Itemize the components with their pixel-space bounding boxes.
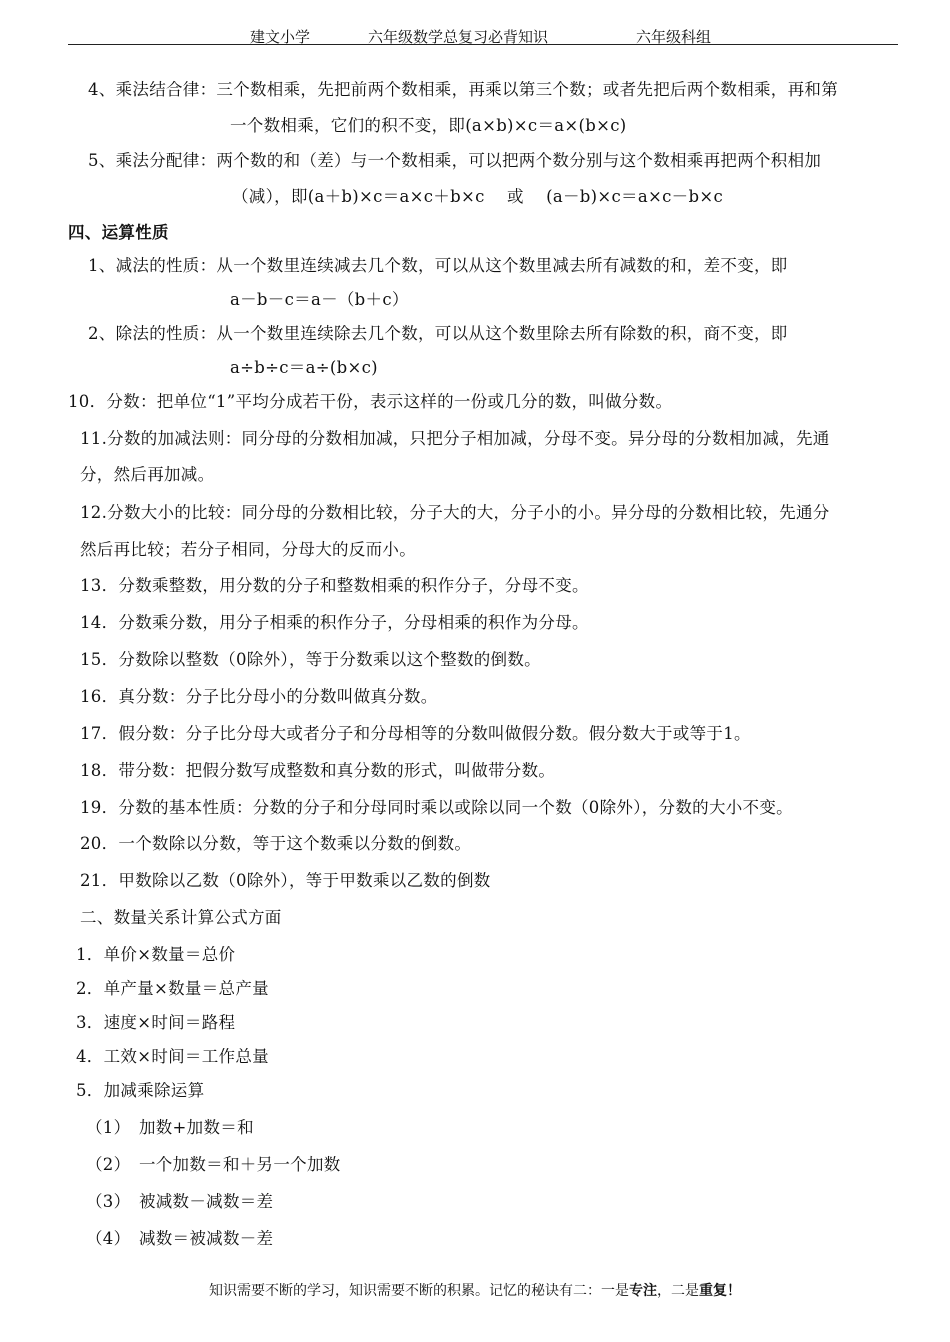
line-multiplication-distributive: 5、乘法分配律：两个数的和（差）与一个数相乘，可以把两个数分别与这个数相乘再把两个积相加 [88,151,822,170]
line-subtraction-formula: a－b－c＝a－（b＋c） [230,290,409,309]
line-subtrahend: （4） 减数＝被减数－差 [86,1229,274,1248]
line-addend-sum: （1） 加数+加数＝和 [86,1118,254,1137]
line-proper-fraction: 16．真分数：分子比分母小的分数叫做真分数。 [80,687,438,706]
page-footer [0,1280,950,1300]
footer-word-focus: 专注 [629,1283,657,1299]
line-addend-from-sum: （2） 一个加数＝和＋另一个加数 [86,1155,341,1174]
header-title: 六年级数学总复习必背知识 [368,28,549,46]
line-fraction-times-integer: 13．分数乘整数，用分数的分子和整数相乘的积作分子，分母不变。 [80,576,589,595]
section-heading-quantity-formulas: 二、数量关系计算公式方面 [80,908,282,927]
line-mixed-number: 18．带分数：把假分数写成整数和真分数的形式，叫做带分数。 [80,761,556,780]
line-fraction-definition: 10．分数：把单位“1”平均分成若干份，表示这样的一份或几分的数，叫做分数。 [68,392,673,411]
line-distributive-formula: （减），即(a＋b)×c＝a×c＋b×c 或 (a－b)×c＝a×c－b×c [232,187,723,206]
line-associative-formula: 一个数相乘，它们的积不变，即(a×b)×c＝a×(b×c) [230,116,627,135]
line-minuend-difference: （3） 被减数－减数＝差 [86,1192,274,1211]
section-heading-operation-properties: 四、运算性质 [68,223,169,242]
line-fraction-divide-integer: 15．分数除以整数（0除外），等于分数乘以这个整数的倒数。 [80,650,541,669]
footer-lead: 知识需要不断的学习，知识需要不断的积累。记忆的秘诀有二：一是 [209,1283,629,1299]
line-division-property: 2、除法的性质：从一个数里连续除去几个数，可以从这个数里除去所有除数的积，商不变，即 [88,324,788,343]
line-division-formula: a÷b÷c＝a÷(b×c) [230,358,378,377]
line-divide-by-fraction: 20．一个数除以分数，等于这个数乘以分数的倒数。 [80,834,472,853]
line-fraction-compare-cont: 然后再比较；若分子相同，分母大的反而小。 [80,540,416,559]
line-a-divided-by-b: 21．甲数除以乙数（0除外），等于甲数乘以乙数的倒数 [80,871,491,890]
line-arithmetic-operations: 5．加减乘除运算 [76,1081,205,1100]
header-rule [68,44,898,45]
line-unit-price: 1．单价×数量＝总价 [76,945,236,964]
line-fraction-add-subtract-cont: 分，然后再加减。 [80,465,215,484]
line-speed-time: 3．速度×时间＝路程 [76,1013,236,1032]
footer-word-repeat: 重复！ [699,1283,741,1299]
line-fraction-times-fraction: 14．分数乘分数，用分子相乘的积作分子，分母相乘的积作为分母。 [80,613,589,632]
line-improper-fraction: 17．假分数：分子比分母大或者分子和分母相等的分数叫做假分数。假分数大于或等于1。 [80,724,751,743]
line-multiplication-associative: 4、乘法结合律：三个数相乘，先把前两个数相乘，再乘以第三个数；或者先把后两个数相乘，再和第 [88,80,838,99]
line-unit-yield: 2．单产量×数量＝总产量 [76,979,269,998]
header-group: 六年级科组 [636,28,712,46]
line-subtraction-property: 1、减法的性质：从一个数里连续减去几个数，可以从这个数里减去所有减数的和，差不变，即 [88,256,788,275]
footer-mid: ，二是 [657,1283,699,1299]
header-school: 建文小学 [250,28,311,46]
line-fraction-basic-property: 19．分数的基本性质：分数的分子和分母同时乘以或除以同一个数（0除外），分数的大小不变。 [80,798,793,817]
line-fraction-add-subtract: 11.分数的加减法则：同分母的分数相加减，只把分子相加减，分母不变。异分母的分数相加减，先通 [80,429,830,448]
line-fraction-compare: 12.分数大小的比较：同分母的分数相比较，分子大的大，分子小的小。异分母的分数相比较，先通分 [80,503,830,522]
line-work-efficiency: 4．工效×时间＝工作总量 [76,1047,269,1066]
